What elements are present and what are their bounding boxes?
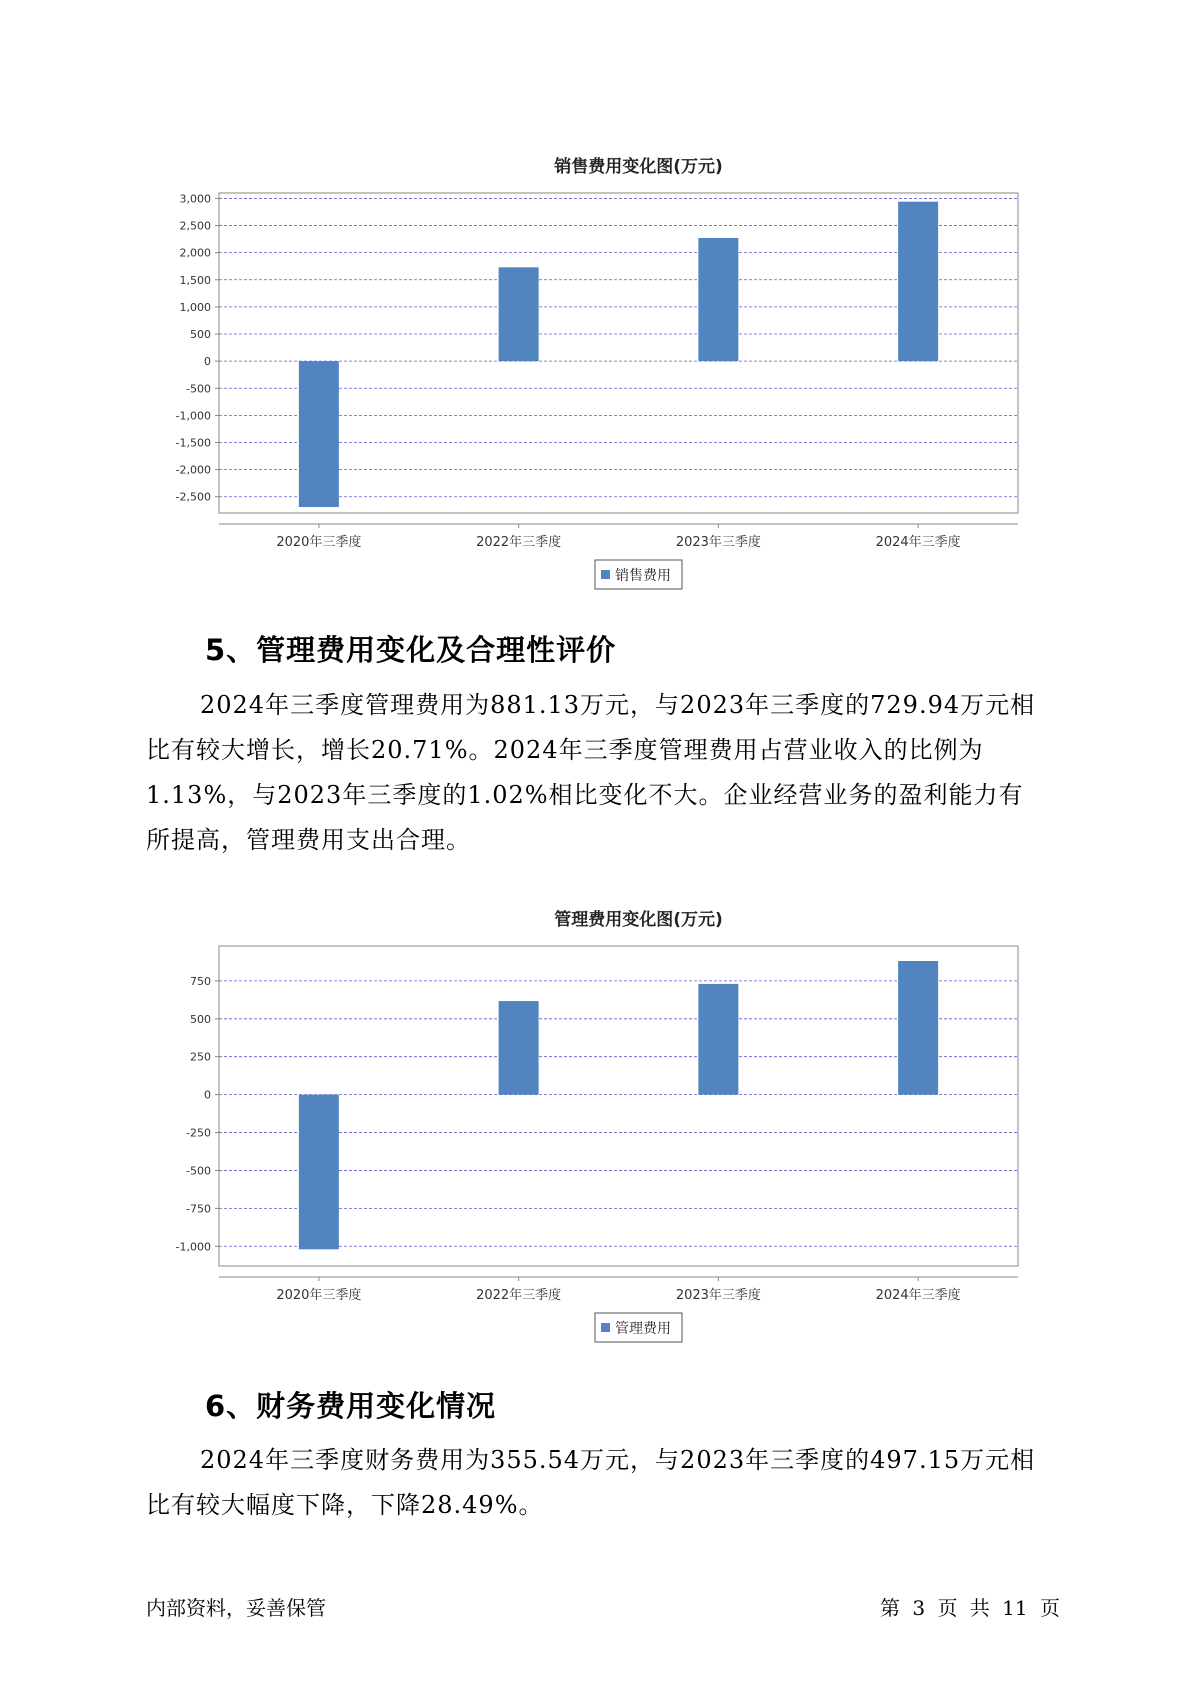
- management-expense-chart-svg: [150, 893, 1050, 1353]
- x-tick-label: 2022年三季度: [476, 1288, 562, 1303]
- y-tick-label: 3,000: [179, 192, 211, 206]
- y-tick-label: 2,000: [179, 246, 211, 260]
- bar: [499, 1001, 539, 1095]
- management-expense-chart: [150, 893, 1050, 1353]
- x-tick-label: 2024年三季度: [875, 1288, 961, 1303]
- bar: [898, 961, 938, 1095]
- section-5-heading: 5、管理费用变化及合理性评价: [205, 633, 617, 667]
- x-tick-label: 2022年三季度: [476, 535, 562, 550]
- y-tick-label: 1,500: [179, 273, 211, 287]
- chart-title: 销售费用变化图(万元): [554, 157, 723, 177]
- y-tick-label: 0: [204, 1088, 211, 1102]
- y-tick-label: -2,500: [175, 490, 211, 504]
- y-tick-label: -250: [186, 1126, 211, 1140]
- bar: [698, 238, 738, 361]
- section-6-text: 2024年三季度财务费用为355.54万元，与2023年三季度的497.15万元相比有较大幅度下降，下降28.49%。: [146, 1446, 1036, 1519]
- y-tick-label: 250: [190, 1050, 211, 1064]
- legend-swatch: [601, 570, 610, 579]
- x-tick-label: 2023年三季度: [675, 1288, 761, 1303]
- y-tick-label: 1,000: [179, 300, 211, 314]
- y-tick-label: -1,500: [175, 436, 211, 450]
- y-tick-label: -500: [186, 382, 211, 396]
- y-tick-label: 500: [190, 328, 211, 342]
- legend-label: 管理费用: [615, 1321, 671, 1337]
- x-tick-label: 2020年三季度: [276, 1288, 362, 1303]
- y-tick-label: -1,000: [175, 1240, 211, 1254]
- section-6-paragraph: [146, 1438, 1046, 1528]
- y-tick-label: 0: [204, 355, 211, 369]
- bar: [499, 267, 539, 361]
- bar: [299, 361, 339, 507]
- legend-label: 销售费用: [615, 568, 671, 584]
- x-tick-label: 2024年三季度: [875, 535, 961, 550]
- section-6-heading: 6、财务费用变化情况: [205, 1389, 497, 1423]
- y-tick-label: 2,500: [179, 219, 211, 233]
- y-tick-label: 500: [190, 1012, 211, 1026]
- y-tick-label: 750: [190, 974, 211, 988]
- section-5-text: 2024年三季度管理费用为881.13万元，与2023年三季度的729.94万元相比有较大增长，增长20.71%。2024年三季度管理费用占营业收入的比例为1.13%，与2023年三季度的1.02%相比变化不大。企业经营业务的盈利能力有所提高，管理费用支出合理。: [146, 691, 1036, 854]
- x-tick-label: 2020年三季度: [276, 535, 362, 550]
- y-tick-label: -750: [186, 1202, 211, 1216]
- bar: [698, 984, 738, 1095]
- footer-page-number: 第 3 页 共 11 页: [880, 1596, 1060, 1620]
- legend-swatch: [601, 1323, 610, 1332]
- footer-confidential-note: 内部资料，妥善保管: [146, 1596, 326, 1620]
- bar: [299, 1095, 339, 1250]
- y-tick-label: -2,000: [175, 463, 211, 477]
- chart-title: 管理费用变化图(万元): [554, 910, 723, 930]
- y-tick-label: -1,000: [175, 409, 211, 423]
- bar: [898, 202, 938, 361]
- y-tick-label: -500: [186, 1164, 211, 1178]
- section-5-paragraph: [146, 683, 1046, 863]
- sales-expense-chart-svg: [150, 140, 1050, 600]
- sales-expense-chart: [150, 140, 1050, 600]
- x-tick-label: 2023年三季度: [675, 535, 761, 550]
